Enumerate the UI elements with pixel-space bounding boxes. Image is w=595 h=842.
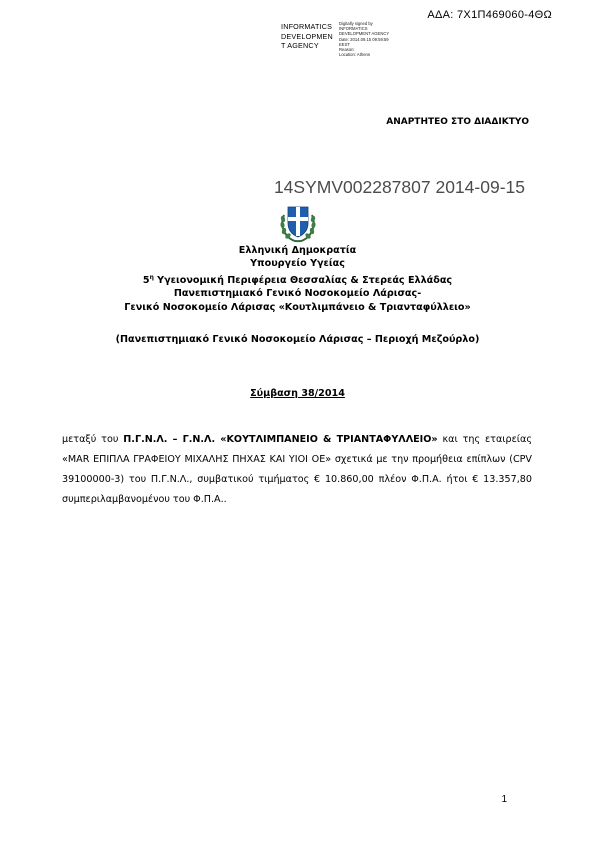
contract-title: Σύμβαση 38/2014 — [250, 388, 345, 399]
signature-detail-line: DEVELOPMENT AGENCY — [339, 31, 390, 37]
body-hospital-name: Π.Γ.Ν.Λ. – Γ.Ν.Λ. «ΚΟΥΤΛΙΜΠΑΝΕΙΟ & ΤΡΙΑΝΤΑΦΥΛΛΕΙΟ» — [123, 434, 438, 445]
signature-detail-line: Location: Athens — [339, 52, 370, 58]
signature-detail-line: Reason: — [339, 47, 355, 53]
institution-header — [0, 244, 595, 314]
signature-details — [339, 21, 403, 57]
header-country: Ελληνική Δημοκρατία — [238, 245, 357, 256]
hospital-location: (Πανεπιστημιακό Γενικό Νοσοκομείο Λάρισας – Περιοχή Μεζούρλο) — [115, 334, 480, 345]
signature-detail-line: EEST — [339, 41, 350, 47]
header-region — [0, 271, 595, 287]
signature-org-line: DEVELOPMEN — [281, 31, 333, 41]
body-intro: μεταξύ του — [62, 434, 124, 445]
body-details: και της εταιρείας «MAR ΕΠΙΠΛΑ ΓΡΑΦΕΙΟΥ ΜΙΧΑΛΗΣ ΠΗΧΑΣ ΚΑΙ ΥΙΟΙ ΟΕ» σχετικά με την προμήθεια επίπλων (CPV 39100000-3) του Π.Γ.Ν.Λ., συμβατικού τιμήματος € 10.860,00 πλέον Φ.Π.Α. ήτοι € 13.357,80 συμπεριλαμβανομένου του Φ.Π.Α.. — [62, 434, 532, 505]
header-hospital-full: Γενικό Νοσοκομείο Λάρισας «Κουτλιμπάνειο & Τριανταφύλλειο» — [124, 301, 471, 313]
signature-detail-line: Date: 2014.09.15 09:59:59 — [339, 36, 389, 42]
page-number: 1 — [501, 794, 507, 805]
contract-body-paragraph — [62, 430, 532, 510]
region-number: 5 — [142, 274, 150, 286]
signature-detail-line: Digitally signed by — [339, 21, 373, 26]
region-name: Υγειονομική Περιφέρεια Θεσσαλίας & Στερεάς Ελλάδας — [153, 274, 453, 286]
header-hospital: Πανεπιστημιακό Γενικό Νοσοκομείο Λάρισας- — [173, 288, 422, 300]
signature-organization — [281, 22, 333, 51]
post-online-notice: ΑΝΑΡΤΗΤΕΟ ΣΤΟ ΔΙΑΔΙΚΤΥΟ — [386, 117, 529, 127]
signature-detail-line: INFORMATICS — [339, 26, 368, 32]
ada-code: ΑΔΑ: 7Χ1Π469060-4ΘΩ — [427, 9, 552, 21]
signature-org-line: INFORMATICS — [281, 22, 333, 31]
signature-org-line: T AGENCY — [281, 41, 319, 50]
region-ordinal: η — [149, 273, 154, 281]
protocol-number: 14SYMV002287807 2014-09-15 — [273, 177, 525, 197]
hellenic-republic-emblem-icon — [276, 203, 320, 243]
header-ministry: Υπουργείο Υγείας — [250, 258, 345, 270]
